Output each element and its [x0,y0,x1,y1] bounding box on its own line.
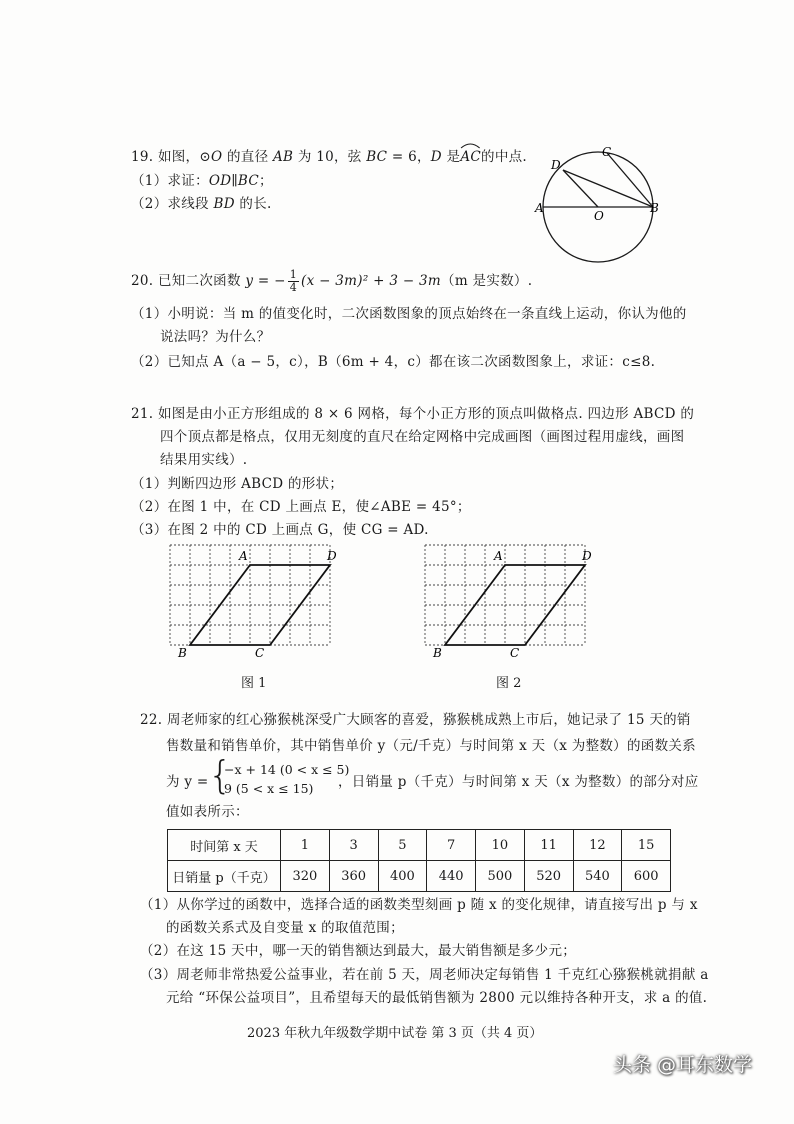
table-cell: 12 [573,830,622,861]
grid-figure-1 [165,540,345,665]
piecewise-case2: 9 (5 < x ≤ 15) [224,781,314,796]
page-footer: 2023 年秋九年级数学期中试卷 第 3 页（共 4 页） [247,1026,543,1041]
fig2-label-C: C [510,646,520,660]
table-cell: 500 [476,861,525,892]
q21-line1: 21. 如图是由小正方形组成的 8 × 6 网格，每个小正方形的顶点叫做格点. 四边形 ABCD 的 [131,406,695,422]
grid-figure-2 [420,540,600,665]
table-cell: 400 [378,861,427,892]
piecewise-brace: { [208,753,233,797]
label-A: A [535,201,544,215]
q21-line3: 结果用实线）. [160,452,248,468]
fig2-label-B: B [433,646,442,660]
q22-line1: 22. 周老师家的红心猕猴桃深受广大顾客的喜爱，猕猴桃成熟上市后，她记录了 15 天的销 [140,712,691,728]
circle-figure [530,142,670,272]
table-cell: 3 [329,830,378,861]
table-row-days [168,830,671,861]
q20-part1-a: （1）小明说：当 m 的值变化时，二次函数图象的顶点始终在一条直线上运动，你认为他的 [131,306,687,322]
sales-table [167,829,671,892]
table-cell: 15 [622,830,671,861]
table-row-sales [168,861,671,892]
table-cell: 600 [622,861,671,892]
label-D: D [551,158,561,172]
table-cell: 7 [427,830,476,861]
fig1-label-A: A [239,549,248,563]
q20-part2: （2）已知点 A（a − 5，c），B（6m + 4，c）都在该二次函数图象上，求证：c≤8. [131,354,656,370]
table-cell: 5 [378,830,427,861]
watermark: 头条 @耳东数学 [613,1054,753,1076]
q22-line2: 售数量和销售单价，其中销售单价 y（元/千克）与时间第 x 天（x 为整数）的函数关系 [166,738,696,754]
table-cell: 10 [476,830,525,861]
q22-line4: 值如表所示： [166,804,249,820]
q21-part2: （2）在图 1 中，在 CD 上画点 E，使∠ABE = 45°； [131,499,471,515]
q22-line3-post: ，日销量 p（千克）与时间第 x 天（x 为整数）的部分对应 [338,774,699,790]
q19-part2: （2）求线段 BD 的长. [131,196,272,212]
q20-line1: 20. 已知二次函数 y = − $\frac{1}{4}$ (x − 3m)² + 3 − 3m（m 是实数）. [131,268,533,294]
q22-line3-pre: 为 y = [166,774,209,790]
fig1-label-B: B [178,646,187,660]
table-header-sales: 日销量 p（千克） [168,861,281,892]
label-C: C [602,145,612,159]
q22-part2: （2）在这 15 天中，哪一天的销售额达到最大，最大销售额是多少元； [140,943,577,959]
fig2-label-D: D [582,549,592,563]
q22-part3-b: 元给 “环保公益项目”，且希望每天的最低销售额为 2800 元以维持各种开支，求 a 的值. [166,990,708,1006]
table-cell: 1 [281,830,330,861]
table-cell: 320 [281,861,330,892]
table-cell: 520 [524,861,573,892]
q20-part1-b: 说法吗？为什么？ [160,329,271,345]
table-cell: 540 [573,861,622,892]
caption-fig1: 图 1 [241,676,267,691]
label-O: O [594,209,604,223]
fig1-label-C: C [255,646,265,660]
q21-part1: （1）判断四边形 ABCD 的形状； [131,476,344,492]
q22-part3-a: （3）周老师非常热爱公益事业，若在前 5 天，周老师决定每销售 1 千克红心猕猴桃就捐献 a [140,967,709,983]
fig1-label-D: D [327,549,337,563]
q22-part1-a: （1）从你学过的函数中，选择合适的函数类型刻画 p 随 x 的变化规律，请直接写出 p 与 x [140,897,698,913]
piecewise-case1: −x + 14 (0 < x ≤ 5) [224,762,350,777]
q19-part1: （1）求证：OD∥BC； [131,173,273,189]
q21-part3: （3）在图 2 中的 CD 上画点 G，使 CG = AD. [131,522,429,538]
q22-part1-b: 的函数关系式及自变量 x 的取值范围； [166,920,404,936]
fig2-label-A: A [494,549,503,563]
label-B: B [650,201,659,215]
q21-line2: 四个顶点都是格点，仅用无刻度的直尺在给定网格中完成画图（画图过程用虚线，画图 [160,429,685,445]
caption-fig2: 图 2 [496,676,522,691]
table-header-day: 时间第 x 天 [168,830,281,861]
table-cell: 440 [427,861,476,892]
table-cell: 360 [329,861,378,892]
table-cell: 11 [524,830,573,861]
q19-line1: 19. 如图，⊙O 的直径 AB 为 10，弦 BC = 6，D 是 AC的中点. [131,148,527,166]
